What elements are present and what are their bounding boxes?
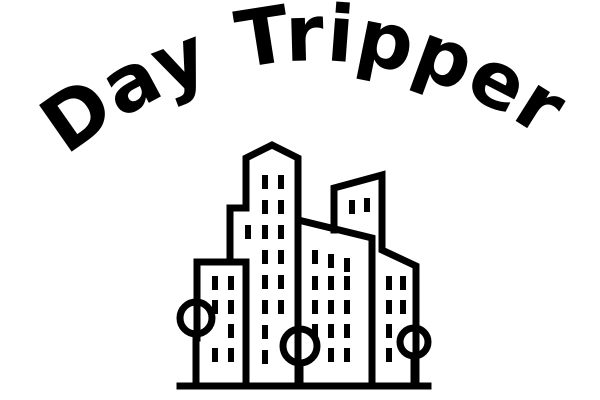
building-left <box>197 262 246 381</box>
logo-title <box>25 0 581 171</box>
logo-title-text: Day Tripper <box>25 0 582 172</box>
city-skyline-icon <box>180 145 428 386</box>
windows-tall-building <box>245 175 284 364</box>
